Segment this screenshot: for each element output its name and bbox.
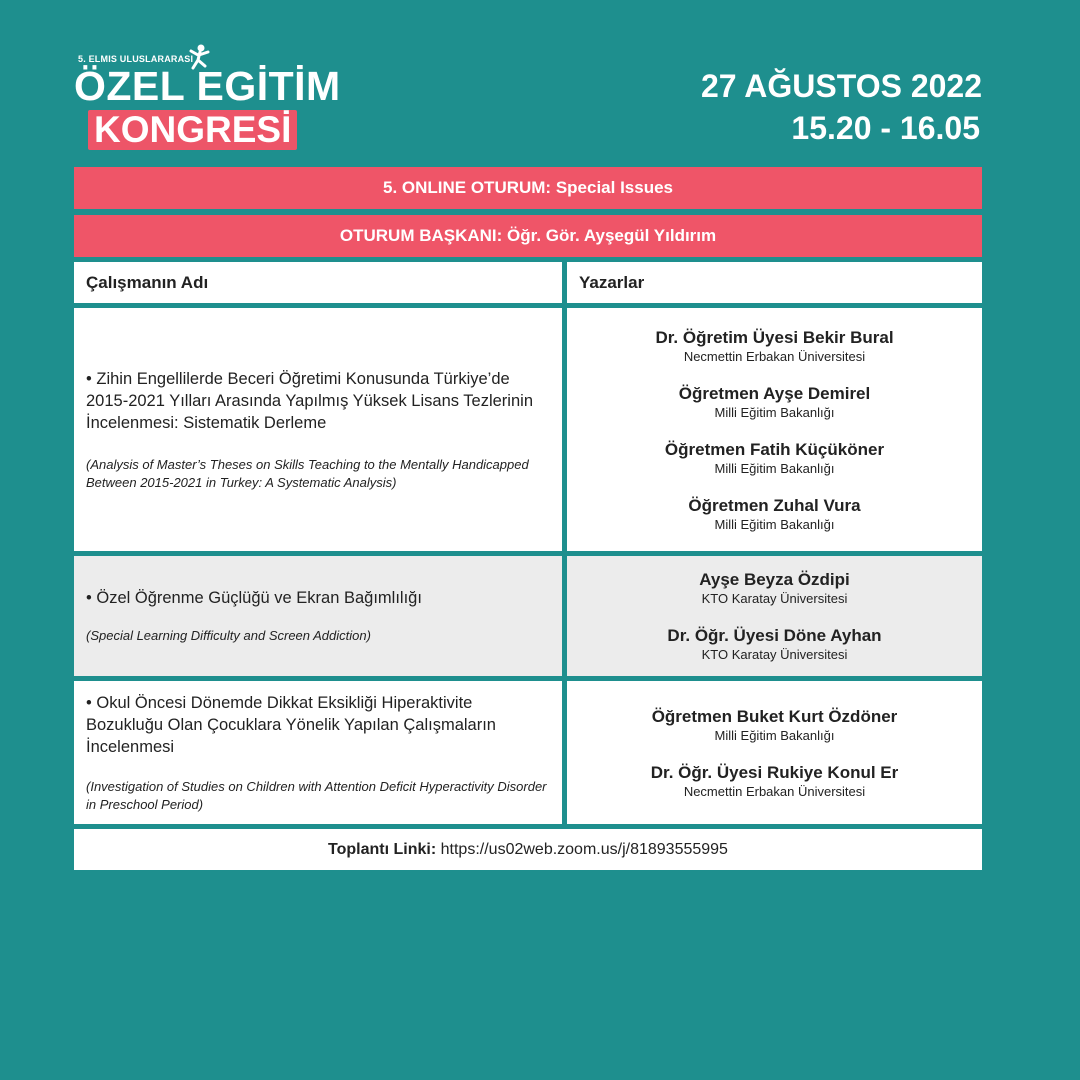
author-institution: Necmettin Erbakan Üniversitesi: [683, 783, 866, 799]
study-title-en: (Analysis of Master’s Theses on Skills Teaching to the Mentally Handicapped Between 2015-2021 in Turkey: A Systematic Analysis): [86, 456, 529, 490]
meeting-link-bar: [74, 829, 982, 870]
author-institution: Milli Eğitim Bakanlığı: [714, 460, 835, 476]
author-name: Dr. Öğretim Üyesi Bekir Bural: [655, 327, 894, 347]
author-institution: Milli Eğitim Bakanlığı: [714, 404, 835, 420]
author: [688, 495, 860, 533]
author-institution: KTO Karatay Üniversitesi: [701, 591, 848, 606]
author-name: Ayşe Beyza Özdipi: [699, 570, 850, 589]
author-institution: KTO Karatay Üniversitesi: [701, 647, 848, 662]
logo-box: KONGRESİ: [88, 110, 297, 150]
author-institution: Milli Eğitim Bakanlığı: [714, 516, 835, 532]
author: [652, 706, 898, 744]
meeting-link-label: Toplantı Linki:: [328, 841, 437, 858]
author: [679, 383, 870, 421]
table-row-2-authors: [567, 556, 982, 676]
table-row-1-title: [74, 308, 562, 551]
meeting-link-url[interactable]: https://us02web.zoom.us/j/81893555995: [440, 841, 728, 858]
author: [655, 327, 893, 365]
author-name: Öğretmen Buket Kurt Özdöner: [651, 706, 898, 726]
header-authors: Yazarlar: [567, 262, 982, 303]
logo-subtitle: 5. ELMIS ULUSLARARASI: [78, 54, 194, 64]
author: [665, 439, 884, 477]
author-name: Dr. Öğr. Üyesi Döne Ayhan: [667, 626, 882, 645]
author: [699, 569, 850, 607]
author: [651, 762, 899, 800]
event-date: 27 AĞUSTOS 2022: [700, 68, 982, 104]
header-study-name: Çalışmanın Adı: [74, 262, 562, 303]
study-title-tr: • Zihin Engellilerde Beceri Öğretimi Konusunda Türkiye’de 2015-2021 Yılları Arasında Yapılmış Yüksek Lisans Tezlerinin İncelenmesi: Sistematik Derleme: [86, 369, 533, 432]
study-title-tr: • Okul Öncesi Dönemde Dikkat Eksikliği Hiperaktivite Bozukluğu Olan Çocuklara Yönelik Yapılan Çalışmaların İncelenmesi: [86, 693, 496, 756]
session-chair-bar: OTURUM BAŞKANI: Öğr. Gör. Ayşegül Yıldırım: [74, 215, 982, 257]
session-title-bar: 5. ONLINE OTURUM: Special Issues: [74, 167, 982, 209]
event-datetime: [701, 66, 982, 150]
author-name: Öğretmen Fatih Küçüköner: [664, 439, 885, 459]
author-name: Dr. Öğr. Üyesi Rukiye Konul Er: [650, 762, 899, 782]
study-title-tr: • Özel Öğrenme Güçlüğü ve Ekran Bağımlılığı: [86, 589, 422, 607]
logo-title: ÖZEL EGİTİM: [74, 63, 341, 109]
author-institution: Necmettin Erbakan Üniversitesi: [683, 348, 866, 364]
table-row-3-title: [74, 681, 562, 824]
event-time: 15.20 - 16.05: [791, 110, 980, 146]
table-row-1-authors: [567, 308, 982, 551]
table-row-3-authors: [567, 681, 982, 824]
congress-logo: [74, 44, 341, 154]
author-name: Öğretmen Ayşe Demirel: [678, 383, 871, 403]
author-name: Öğretmen Zuhal Vura: [688, 495, 861, 515]
study-title-en: (Special Learning Difficulty and Screen Addiction): [86, 628, 371, 643]
author: [667, 625, 881, 663]
study-title-en: (Investigation of Studies on Children with Attention Deficit Hyperactivity Disorder in Preschool Period): [86, 778, 547, 812]
author-institution: Milli Eğitim Bakanlığı: [714, 727, 835, 743]
table-row-2-title: [74, 556, 562, 676]
